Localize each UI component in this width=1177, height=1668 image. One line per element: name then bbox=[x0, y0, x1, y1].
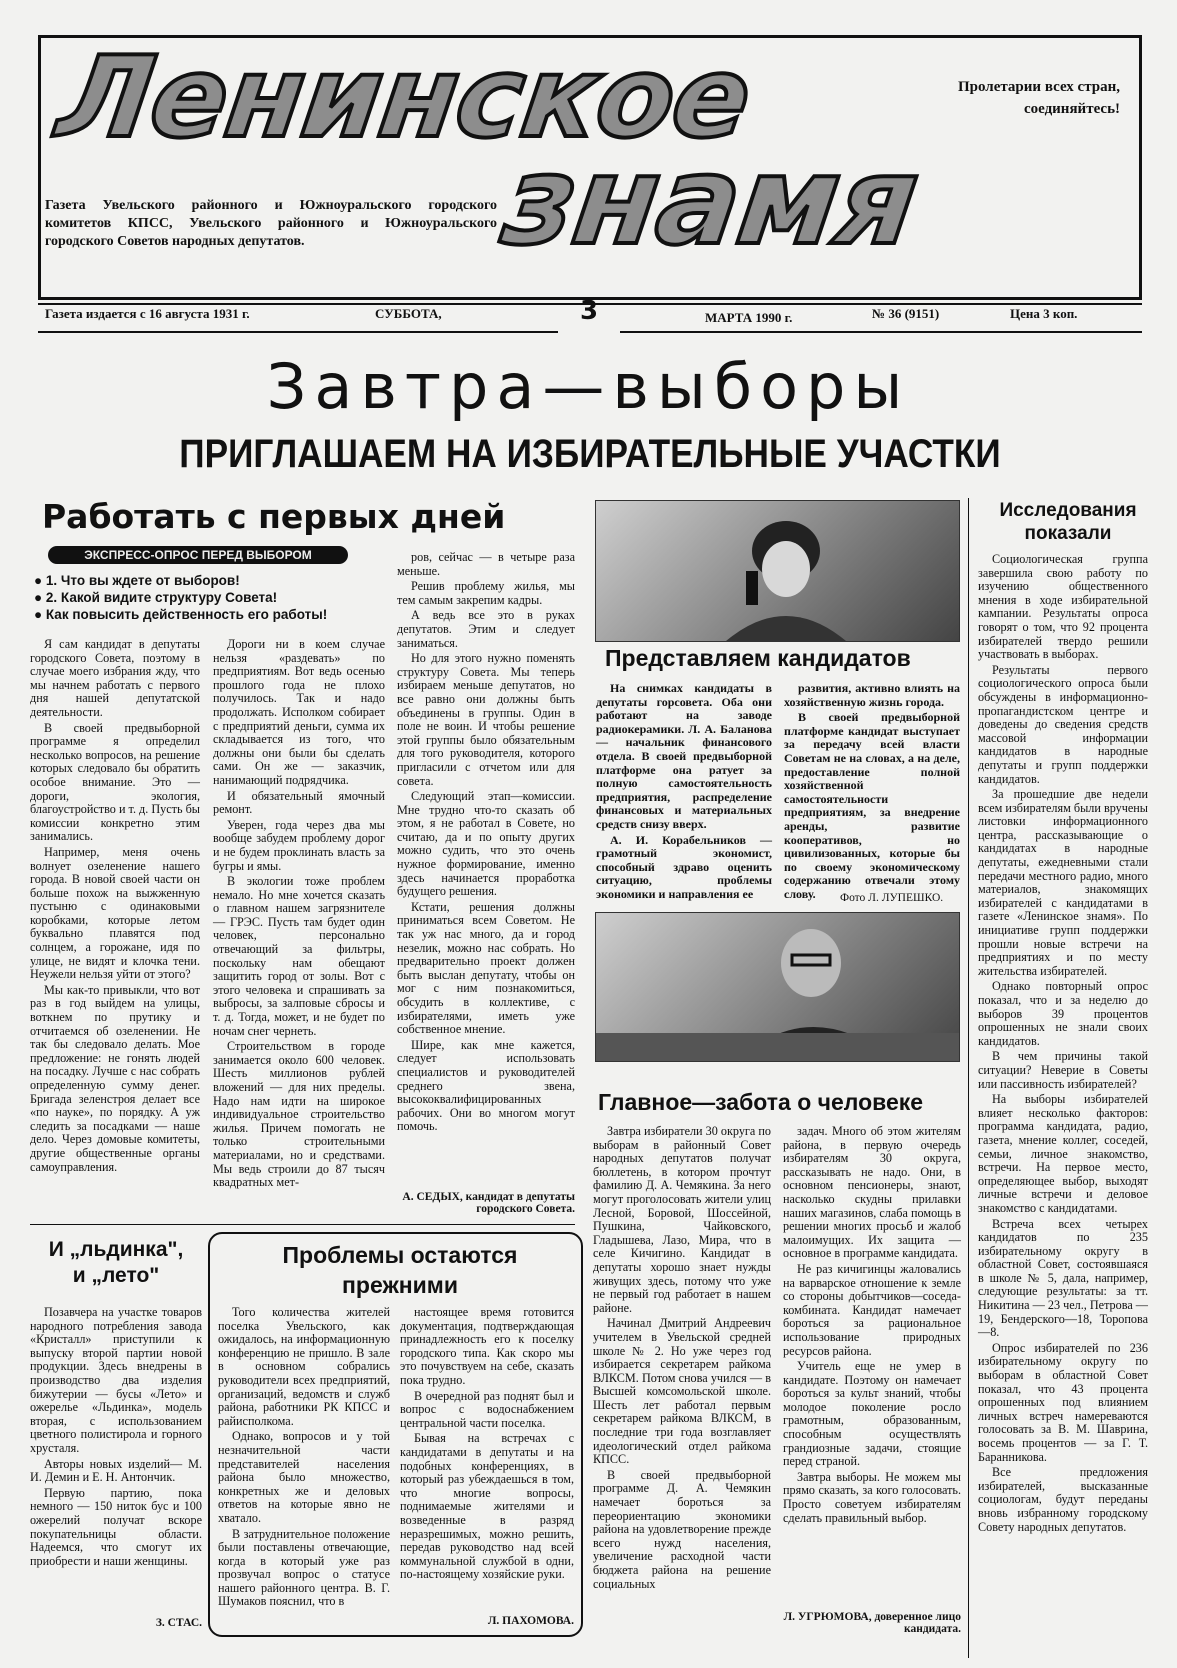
research-p9: Все предложения избирателей, высказанные социологам, будут переданы вновь избранному городскому Совету народных депутатов. bbox=[978, 1465, 1148, 1534]
ldinka-text bbox=[30, 1306, 202, 1606]
research-p8: Опрос избирателей по 236 избирательному округу по выборам в областной Совет показал, что 43 процента опрошенных под влиянием личных встреч намереваются голосовать за В. М. Шаврина, восемь процентов — за Г. Т. Баранникова. bbox=[978, 1340, 1148, 1464]
research-p1: Социологическая группа завершила свою работу по изучению общественного мнения в ходе избирательной кампании. Результаты опроса говорят о том, что 92 процента избирателей твердо решили участвовать в выборах. bbox=[978, 552, 1148, 662]
candidate-photo-2 bbox=[595, 912, 960, 1062]
problems-col2-p1: настоящее время готовится документация, подтверждающая принадлежность его к поселку городского типа. Как скоро мы это почувствуем на себе, сказать пока трудно. bbox=[400, 1305, 574, 1387]
issue-day: 3 bbox=[580, 296, 599, 326]
date-rule-left bbox=[38, 331, 558, 333]
article2-col2-p2: Не раз кичигинцы жаловались на варварское отношение к земле со стороны добытчиков—соседа-комбината. Кандидат намечает бороться за рациональное использование природных ресурсов района. bbox=[783, 1261, 961, 1358]
article2-col2-p4: Завтра выборы. Не можем мы прямо сказать, за кого голосовать. Просто советуем избирателям сделать правильный выбор. bbox=[783, 1469, 961, 1525]
weekday: СУББОТА, bbox=[375, 306, 442, 321]
sub-headline: ПРИГЛАШАЕМ НА ИЗБИРАТЕЛЬНЫЕ УЧАСТКИ bbox=[179, 432, 1001, 476]
man-portrait-icon bbox=[596, 913, 959, 1061]
article2-col1-p1: Завтра избиратели 30 округа по выборам в районный Совет народных депутатов получат бюллетень, в котором прочтут фамилию Д. А. Чемякина. За него могут проголосовать жители улиц Лесной, Боровой, Шоссейной, Пушкина, Чайковского, Гладышева, Лазо, Мира, что в селе Кичигино. Кандидат в депутаты хорошо знает нужды живущих здесь, потому что уже не первый год работает в нашем районе. bbox=[593, 1124, 771, 1315]
masthead-publisher: Газета Увельского районного и Южноуральского городского комитетов КПСС, Увельского районного и Южноуральского городского Советов народных депутатов. bbox=[45, 198, 497, 249]
article1-col1-p4: Мы как-то привыкли, что вот раз в год выйдем на улицы, воткнем по прутику и отчитаемся об озеленении. Не так бы следовало делать. Мое предложение: не гонять людей на посадку. Лучше с нас собрать определенную сумму денег. Бригада зеленстроя делает все «по науке», по порядку. А уж следить за посадками — наше дело. Через домовые комитеты, другие общественные органы самоуправления. bbox=[30, 982, 200, 1174]
article1-col3-p5: Следующий этап—комиссии. Мне трудно что-то сказать об этом, я не работал в Совете, но считаю, да и по опыту других можно судить, что это очень нужное формирование, именно здесь начинается проработка будущего решения. bbox=[397, 789, 575, 899]
issue-number: № 36 (9151) bbox=[872, 306, 940, 321]
article1-col1-p3: Например, меня очень волнует озеленение нашего города. В новой своей части он больше похож на выжженную пустыню с одинаковыми коробками, которые летом буквально плавятся под солнцем, а горожане, идя по улице, не видят и клочка тени. Неужели нельзя уйти от этого? bbox=[30, 844, 200, 982]
article1-col3-p2: Решив проблему жилья, мы тем самым закрепим кадры. bbox=[397, 579, 575, 607]
candidates-title: Представляем кандидатов bbox=[605, 645, 911, 671]
article1-col1-p2: В своей предвыборной программе я определил несколько вопросов, на решение которых следовало бы обратить особое внимание. Это — дороги, экология, благоустройство и т. д. Пусть бы комиссии конкретно этим занимались. bbox=[30, 720, 200, 844]
problems-col1 bbox=[218, 1306, 390, 1631]
problems-col1-p3: В затруднительное положение были поставлены отвечающие, когда в который уже раз прозвучал вопрос о статусе нашего районного центра. В. Г. Шумаков пояснил, что в bbox=[218, 1526, 390, 1609]
ldinka-p1: Позавчера на участке товаров народного потребления завода «Кристалл» приступили к выпуску второй партии новой продукции. Здесь внедрены в производство два изделия бижутерии — бусы «Лето» и ожерелье «Льдинка», модель вторая, с использованием цветного полистирола и горного хрусталя. bbox=[30, 1305, 202, 1455]
article1-col2-p3: Уверен, года через два мы вообще забудем проблему дорог и не будем проклинать власть за бугры и ямы. bbox=[213, 817, 385, 873]
ldinka-p3: Первую партию, пока немного — 150 ниток бус и 100 ожерелий получат вскоре покупательницы области. Надеемся, что смогут их приобрести и наши женщины. bbox=[30, 1485, 202, 1568]
research-p2: Результаты первого социологического опроса были обсуждены в информационно-пропагандистском центре и доведены до сведения средств массовой информации кандидатов в народные депутаты и групп поддержки кандидатов. bbox=[978, 662, 1148, 786]
masthead-motto: Пролетарии всех стран, соединяйтесь! bbox=[958, 79, 1120, 117]
candidates-col1-p1: На снимках кандидаты в депутаты горсовета. Оба они работают на заводе радиокерамики. Л. А. Баланова — начальник финансового отдела. В своей предвыборной платформе она ратует за полную самостоятельность предприятия, распределение финансовых и материальных средств снизу вверх. bbox=[596, 681, 772, 831]
ldinka-signature: З. СТАС. bbox=[155, 1617, 202, 1629]
research-p4: Однако повторный опрос показал, что и за неделю до выборов 39 процентов опрошенных не знали своих кандидатов. bbox=[978, 979, 1148, 1048]
problems-signature: Л. ПАХОМОВА. bbox=[487, 1615, 574, 1627]
masthead-title-line1: Ленинское bbox=[50, 33, 758, 163]
article1-questions: ● 1. Что вы ждете от выборов! ● 2. Какой видите структуру Совета! ● Как повысить действенность его работы! bbox=[34, 573, 328, 622]
problems-col2-p3: Бывая на встречах с кандидатами в депутаты и на подобных конференциях, в который раз убеждаешься в том, что многие вопросы, поднимаемые жителями и возведенные в разряд неразрешимых, можно решить, передав руководство над всей коммунальной службой в одни, по-настоящему хозяйские руки. bbox=[400, 1431, 574, 1582]
article2-col1-p3: В своей предвыборной программе Д. А. Чемякин намечает бороться за переориентацию экономики района на удовлетворение прежде всего нужд населения, увеличение расходной части бюджета района на решение социальных bbox=[593, 1467, 771, 1591]
article1-signature: А. СЕДЫХ, кандидат в депутаты городского Совета. bbox=[402, 1191, 575, 1215]
candidates-col1 bbox=[596, 682, 772, 902]
article1-col3-p7: Шире, как мне кажется, следует использовать специалистов и руководителей среднего звена, высококвалифицированных рабочих. Они во многом могут помочь. bbox=[397, 1037, 575, 1134]
article2-col2-p3: Учитель еще не умер в кандидате. Поэтому он намечает бороться за культ знаний, чтобы молодое поколение росло грамотным, образованным, способным осуществлять грандиозные задачи, стоящие перед страной. bbox=[783, 1359, 961, 1469]
article1-col3-p3: А ведь все это в руках депутатов. Этим и следует заниматься. bbox=[397, 608, 575, 650]
article1-bottom-rule bbox=[30, 1224, 575, 1225]
ldinka-title-line1: И „льдинка", bbox=[48, 1238, 184, 1261]
founded-date: Газета издается с 16 августа 1931 г. bbox=[45, 306, 250, 321]
article1-col2-p1: Дороги ни в коем случае нельзя «раздевать» по предприятиям. Вот ведь осенью прошлого года не плохо получилось. Так и надо продолжать. Исполком собирает с предприятий деньги, сумма их складывается из того, что должны они были бы сделать сами. Он же — заказчик, нанимающий подрядчика. bbox=[213, 637, 385, 787]
problems-col1-p2: Однако, вопросов и у той незначительной части представителей населения района было множество, конкретных же и деловых ответов на которые явно не хватало. bbox=[218, 1429, 390, 1525]
article2-title: Главное—забота о человеке bbox=[598, 1089, 924, 1115]
candidates-col1-p2: А. И. Корабельников — грамотный экономист, способный здраво оценить ситуацию, проблемы экономики и направления ее bbox=[596, 832, 772, 901]
article1-col1 bbox=[30, 638, 200, 1218]
problems-title: Проблемы остаются прежними bbox=[282, 1242, 518, 1298]
ldinka-title bbox=[30, 1237, 202, 1289]
article2-col1-p2: Начинал Дмитрий Андреевич учителем в Увельской средней школе № 2. Но уже через год избирается секретарем райкома ВЛКСМ. Потом снова учился — в Высшей комсомольской школе. Шесть лет работал первым секретарем райкома ВЛКСМ, в последние три года возглавляет идеологический отдел райкома КПСС. bbox=[593, 1316, 771, 1467]
main-headline: Завтра—выборы bbox=[266, 350, 911, 423]
article1-col2-p2: И обязательный ямочный ремонт. bbox=[213, 788, 385, 817]
research-divider bbox=[968, 498, 969, 1658]
article1-col2-p4: В экологии тоже проблем немало. Но мне хочется сказать о главном нашем загрязнителе — ГРЭС. Пусть там будет один человек, персонально отвечающий за фильтры, поскольку нам обещают защитить город от золы. Вот с этого человека и спрашивать за выбросы, за залповые сбросы и т. д. Тогда, может, и не будет по ночам снег чернеть. bbox=[213, 874, 385, 1038]
research-p5: В чем причины такой ситуации? Неверие в Советы или пассивность избирателей? bbox=[978, 1049, 1148, 1091]
question-1: 1. Что вы ждете от выборов! bbox=[45, 573, 240, 588]
candidate-photo-1 bbox=[595, 500, 960, 642]
ldinka-p2: Авторы новых изделий— М. И. Демин и Е. Н. Антончик. bbox=[30, 1456, 202, 1485]
research-p6: На выборы избирателей влияет несколько факторов: программа кандидата, радио, газета, мнение коллег, соседей, семьи, личное знакомство, встречи. На первое место, определяющее выбор, выходят личные встречи и деловое знакомство с кандидатами. bbox=[978, 1092, 1148, 1215]
research-p7: Встреча всех четырех кандидатов по 235 избирательному округу в областной Совет, состоявшаяся в школе № 5, дала, например, следующие результаты: за тт. Никитина — 23 чел., Петрова — 19, Бендерского—18, Торопова—8. bbox=[978, 1216, 1148, 1340]
article1-col3-p1: ров, сейчас — в четыре раза меньше. bbox=[397, 550, 575, 578]
article1-banner: ЭКСПРЕСС-ОПРОС ПЕРЕД ВЫБОРОМ bbox=[48, 546, 348, 564]
article1-col1-p1: Я сам кандидат в депутаты городского Совета, поэтому в случае моего избрания жду, что мы начнем работать с первого дня нашей депутатской деятельности. bbox=[30, 637, 200, 719]
problems-col2 bbox=[400, 1306, 574, 1606]
article2-col2 bbox=[783, 1125, 961, 1610]
research-p3: За прошедшие две недели всем избирателям были вручены листовки информационного центра, рассказывающие о кандидатах в народные депутаты, ежедневными стали передачи местного радио, много материалов, знакомящих избирателей с кандидатами в газете «Ленинское знамя». По инициативе групп поддержки прошли новые встречи на предприятиях и по месту жительства избирателей. bbox=[978, 787, 1148, 978]
photo-credit: Фото Л. ЛУПЕШКО. bbox=[840, 892, 944, 904]
price: Цена 3 коп. bbox=[1010, 306, 1078, 321]
question-3: Как повысить действенность его работы! bbox=[45, 607, 328, 622]
research-title: Исследования показали bbox=[999, 500, 1137, 544]
candidates-col2-p1: развития, активно влиять на хозяйственную жизнь города. bbox=[784, 681, 960, 709]
article2-signature: Л. УГРЮМОВА, доверенное лицо кандидата. bbox=[783, 1611, 961, 1635]
question-2: 2. Какой видите структуру Совета! bbox=[45, 590, 278, 605]
woman-portrait-icon bbox=[596, 501, 959, 641]
article2-col2-p1: задач. Много об этом жителям района, в первую очередь избирателям 30 округа, рассказывать не надо. Они, в основном пенсионеры, знают, насколько скудны прилавки наших магазинов, слаба помощь в решении многих просьб и жалоб малоимущих. Их защита — основное в программе кандидата. bbox=[783, 1124, 961, 1261]
article2-col1 bbox=[593, 1125, 771, 1653]
article1-col3 bbox=[397, 551, 575, 1191]
article1-col3-p6: Кстати, решения должны приниматься всем Советом. Не так уж нас много, да и город незелик, можно нас собрать. Но предварительно проект должен быть выслан депутату, чтобы он мог с ним познакомиться, обсудить в коллективе, с избирателями, иметь уже собственное мнение. bbox=[397, 899, 575, 1037]
masthead-title-line2: знамя bbox=[495, 130, 926, 272]
problems-col1-p1: Того количества жителей поселка Увельского, как ожидалось, на информационную конференцию не пришло. В зале в основном собрались руководители всех предприятий, организаций, ведомств и служб района, работники РК КПСС и райисполкома. bbox=[218, 1305, 390, 1428]
candidates-col2-p2: В своей предвыборной платформе кандидат выступает за передачу всей власти Советам не на словах, а на деле, предоставление полной хозяйственной самостоятельности предприятиям, за внедрение аренды, развитие кооперативов, но цивилизованных, которые бы по своему экономическому содержанию отвечали этому слову. bbox=[784, 710, 960, 901]
article1-title: Работать с первых дней bbox=[42, 497, 506, 536]
problems-col2-p2: В очередной раз поднят был и вопрос с водоснабжением центральной части поселка. bbox=[400, 1388, 574, 1430]
month-year: МАРТА 1990 г. bbox=[705, 310, 793, 325]
article1-col2-p5: Строительством в городе занимается около 600 человек. Шесть миллионов рублей вложений — для них пределы. Надо нам идти на широкое индивидуальное строительство жилья. Причем помогать не только строительными материалами, но и средствами. Мы ведь строили до 87 тысяч квадратных мет- bbox=[213, 1039, 385, 1190]
article1-col3-p4: Но для этого нужно поменять структуру Совета. Мы теперь избираем меньше депутатов, но все равно они должны быть объединены в группы. Один в поле не воин. И чтобы решение этой группы было обязательным для того руководителя, которого пригласили с отчетом или для совета. bbox=[397, 651, 575, 788]
research-text bbox=[978, 553, 1148, 1658]
ldinka-title-line2: и „лето" bbox=[72, 1264, 160, 1287]
article1-col2 bbox=[213, 638, 385, 1218]
date-rule-right bbox=[620, 331, 1142, 333]
